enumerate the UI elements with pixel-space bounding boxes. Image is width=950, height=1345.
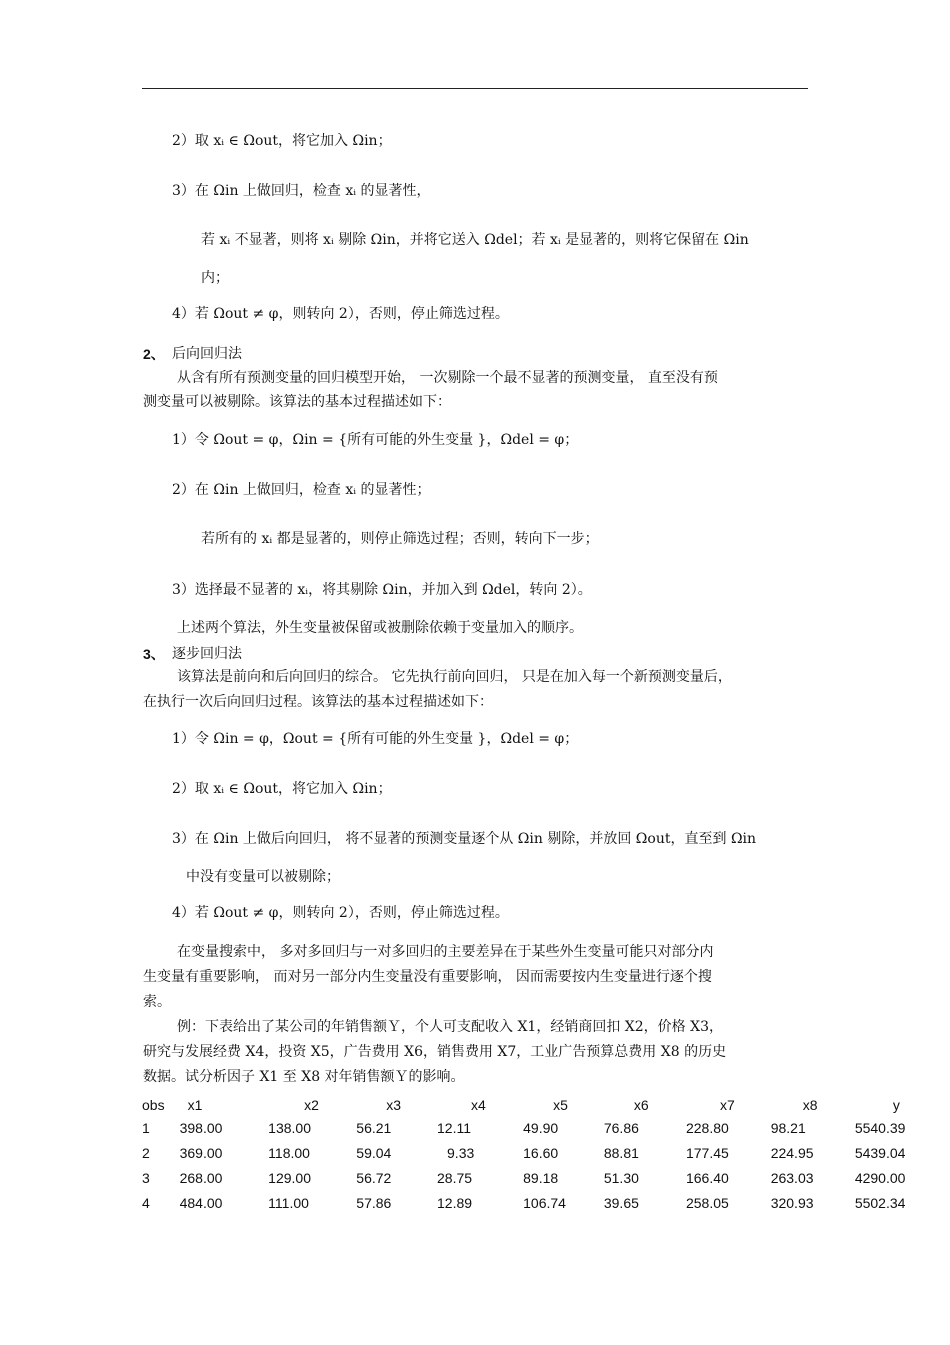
table-cell: 89.18 bbox=[523, 1169, 559, 1186]
table-cell: 56.72 bbox=[356, 1169, 392, 1186]
sales-data-table bbox=[142, 1094, 950, 1215]
example-para-3: 数据。试分析因子 X1 至 X8 对年销售额Ｙ的影响。 bbox=[143, 1069, 465, 1085]
column-header-obs: obs bbox=[142, 1096, 165, 1113]
table-cell: 88.81 bbox=[603, 1144, 639, 1161]
table-cell: 268.00 bbox=[179, 1169, 223, 1186]
table-cell: 118.00 bbox=[268, 1144, 310, 1161]
table-row bbox=[142, 1190, 950, 1215]
table-cell: 4290.00 bbox=[854, 1169, 906, 1186]
table-cell: 224.95 bbox=[770, 1144, 814, 1161]
header-rule bbox=[142, 88, 808, 89]
table-row bbox=[142, 1115, 950, 1140]
table-cell: 76.86 bbox=[603, 1119, 639, 1136]
table-cell: 56.21 bbox=[356, 1119, 392, 1136]
section-2-note: 上述两个算法，外生变量被保留或被删除依赖于变量加入的顺序。 bbox=[177, 620, 583, 636]
section-2-number: 2、 bbox=[143, 346, 165, 362]
table-cell: 5439.04 bbox=[854, 1144, 906, 1161]
table-cell: 320.93 bbox=[770, 1194, 814, 1211]
variable-search-para-3: 索。 bbox=[143, 994, 171, 1010]
backward-step-2: 2）在 Ωin 上做回归，检查 xᵢ 的显著性； bbox=[172, 482, 431, 498]
backward-step-3: 3）选择最不显著的 xᵢ，将其剔除 Ωin，并加入到 Ωdel，转向 2）。 bbox=[172, 582, 592, 598]
column-header-y: y bbox=[892, 1096, 900, 1113]
table-cell: 9.33 bbox=[447, 1144, 475, 1161]
variable-search-para-1: 在变量搜索中， 多对多回归与一对多回归的主要差异在于某些外生变量可能只对部分内 bbox=[177, 944, 714, 960]
forward-step-3-detail: 若 xᵢ 不显著，则将 xᵢ 剔除 Ωin，并将它送入 Ωdel；若 xᵢ 是显著的，则将它保留在 Ωin bbox=[201, 232, 749, 248]
table-cell: 106.74 bbox=[523, 1194, 566, 1211]
stepwise-step-3-cont: 中没有变量可以被剔除； bbox=[186, 869, 340, 885]
column-header-x8: x8 bbox=[802, 1096, 818, 1113]
stepwise-step-4: 4）若 Ωout ≠ φ，则转向 2），否则，停止筛选过程。 bbox=[172, 905, 509, 921]
table-cell: 28.75 bbox=[437, 1169, 473, 1186]
section-2-title: 后向回归法 bbox=[172, 346, 242, 362]
stepwise-step-2: 2）取 xᵢ ∈ Ωout，将它加入 Ωin； bbox=[172, 781, 392, 797]
table-cell: 177.45 bbox=[685, 1144, 729, 1161]
section-3-title: 逐步回归法 bbox=[172, 646, 242, 662]
table-cell: 4 bbox=[142, 1194, 150, 1211]
table-cell: 398.00 bbox=[179, 1119, 223, 1136]
table-cell: 16.60 bbox=[523, 1144, 559, 1161]
table-cell: 51.30 bbox=[603, 1169, 639, 1186]
table-cell: 484.00 bbox=[179, 1194, 223, 1211]
table-cell: 57.86 bbox=[356, 1194, 392, 1211]
table-cell: 5540.39 bbox=[854, 1119, 906, 1136]
table-cell: 263.03 bbox=[770, 1169, 814, 1186]
column-header-x1: x1 bbox=[187, 1096, 203, 1113]
table-cell: 59.04 bbox=[356, 1144, 392, 1161]
example-para-2: 研究与发展经费 X4，投资 X5，广告费用 X6，销售费用 X7，工业广告预算总费用 X8 的历史 bbox=[143, 1044, 727, 1060]
column-header-x3: x3 bbox=[386, 1096, 402, 1113]
table-cell: 166.40 bbox=[685, 1169, 729, 1186]
table-cell: 138.00 bbox=[268, 1119, 311, 1136]
table-cell: 12.89 bbox=[437, 1194, 473, 1211]
column-header-x6: x6 bbox=[633, 1096, 649, 1113]
stepwise-step-1: 1）令 Ωin = φ，Ωout = {所有可能的外生变量 }，Ωdel = φ； bbox=[172, 731, 579, 747]
example-para-1: 例：下表给出了某公司的年销售额Ｙ，个人可支配收入 X1，经销商回扣 X2，价格 X3， bbox=[177, 1019, 723, 1035]
column-header-x2: x2 bbox=[304, 1096, 319, 1113]
table-row bbox=[142, 1140, 950, 1165]
table-cell: 111.00 bbox=[268, 1194, 309, 1211]
table-cell: 3 bbox=[142, 1169, 150, 1186]
table-cell: 1 bbox=[142, 1119, 150, 1136]
table-cell: 98.21 bbox=[770, 1119, 806, 1136]
forward-step-4: 4）若 Ωout ≠ φ，则转向 2），否则，停止筛选过程。 bbox=[172, 306, 509, 322]
forward-step-2: 2）取 xᵢ ∈ Ωout，将它加入 Ωin； bbox=[172, 133, 392, 149]
table-cell: 49.90 bbox=[523, 1119, 559, 1136]
backward-step-1: 1）令 Ωout = φ，Ωin = {所有可能的外生变量 }，Ωdel = φ； bbox=[172, 432, 579, 448]
column-header-x5: x5 bbox=[553, 1096, 568, 1113]
table-cell: 39.65 bbox=[603, 1194, 639, 1211]
table-cell: 5502.34 bbox=[854, 1194, 906, 1211]
backward-step-2-detail: 若所有的 xᵢ 都是显著的，则停止筛选过程；否则，转向下一步； bbox=[201, 531, 599, 547]
table-cell: 258.05 bbox=[685, 1194, 729, 1211]
table-header-row bbox=[142, 1094, 950, 1115]
forward-step-3-cont: 内； bbox=[201, 270, 229, 286]
section-3-para-1: 该算法是前向和后向回归的综合。 它先执行前向回归， 只是在加入每一个新预测变量后， bbox=[177, 669, 732, 685]
table-cell: 369.00 bbox=[179, 1144, 223, 1161]
table-cell: 129.00 bbox=[268, 1169, 311, 1186]
column-header-x7: x7 bbox=[719, 1096, 735, 1113]
table-cell: 2 bbox=[142, 1144, 150, 1161]
section-3-para-2: 在执行一次后向回归过程。该算法的基本过程描述如下： bbox=[143, 694, 493, 710]
section-2-para-2: 测变量可以被剔除。该算法的基本过程描述如下： bbox=[143, 394, 451, 410]
variable-search-para-2: 生变量有重要影响， 而对另一部分内生变量没有重要影响， 因而需要按内生变量进行逐个搜 bbox=[143, 969, 712, 985]
table-row bbox=[142, 1165, 950, 1190]
section-3-number: 3、 bbox=[143, 646, 165, 662]
table-cell: 12.11 bbox=[437, 1119, 472, 1136]
forward-step-3: 3）在 Ωin 上做回归，检查 xᵢ 的显著性， bbox=[172, 183, 431, 199]
stepwise-step-3: 3）在 Ωin 上做后向回归， 将不显著的预测变量逐个从 Ωin 剔除，并放回 Ωout，直至到 Ωin bbox=[172, 831, 757, 847]
section-2-para-1: 从含有所有预测变量的回归模型开始， 一次剔除一个最不显著的预测变量， 直至没有预 bbox=[177, 370, 718, 386]
column-header-x4: x4 bbox=[471, 1096, 486, 1113]
table-cell: 228.80 bbox=[685, 1119, 729, 1136]
